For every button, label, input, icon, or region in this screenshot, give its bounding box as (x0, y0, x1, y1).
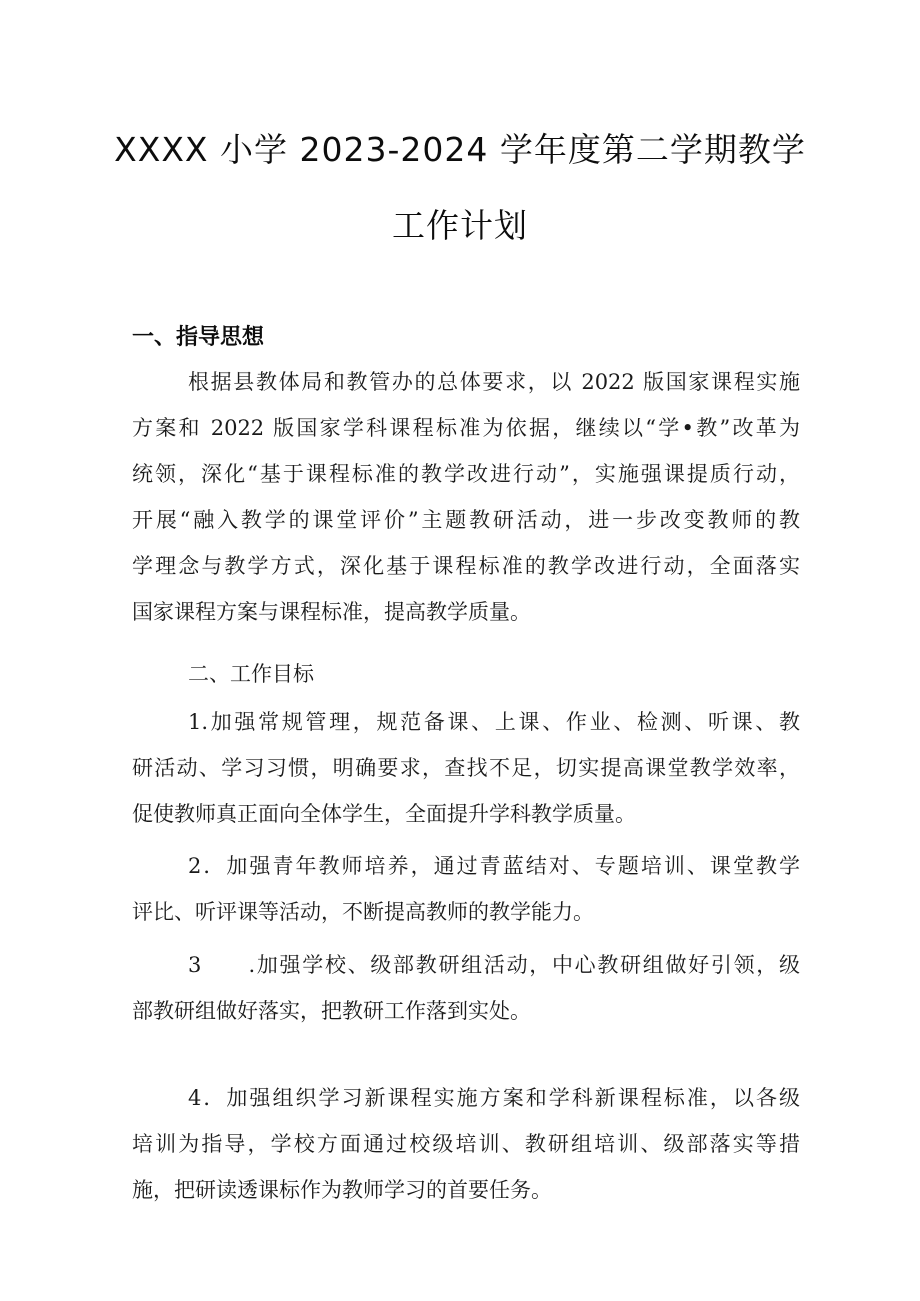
paragraph-line: 开展“融入教学的课堂评价”主题教研活动，进一步改变教师的教 (132, 508, 800, 532)
paragraph-line: 施，把研读透课标作为教师学习的首要任务。 (132, 1178, 552, 1202)
paragraph-line: 1.加强常规管理，规范备课、上课、作业、检测、听课、教 (188, 710, 800, 734)
paragraph-goal-1 (132, 699, 800, 837)
paragraph-line: 研活动、学习习惯，明确要求，查找不足，切实提高课堂教学效率， (132, 756, 800, 780)
document-title-line-1: XXXX 小学 2023-2024 学年度第二学期教学 (114, 130, 806, 169)
paragraph-goal-2 (132, 843, 800, 935)
paragraph-line: 国家课程方案与课程标准，提高教学质量。 (132, 600, 531, 624)
paragraph-line: 4．加强组织学习新课程实施方案和学科新课程标准，以各级 (188, 1086, 800, 1110)
paragraph-line: 部教研组做好落实，把教研工作落到实处。 (132, 999, 531, 1023)
paragraph-line: 根据县教体局和教管办的总体要求，以 2022 版国家课程实施 (188, 370, 800, 394)
paragraph-line: 促使教师真正面向全体学生，全面提升学科教学质量。 (132, 802, 636, 826)
paragraph-line: 培训为指导，学校方面通过校级培训、教研组培训、级部落实等措 (132, 1132, 800, 1156)
paragraph-line: 评比、听评课等活动，不断提高教师的教学能力。 (132, 900, 594, 924)
paragraph-line: 方案和 2022 版国家学科课程标准为依据，继续以“学•教”改革为 (132, 416, 800, 440)
paragraph-line: 学理念与教学方式，深化基于课程标准的教学改进行动，全面落实 (132, 554, 800, 578)
document-title-line-2: 工作计划 (392, 206, 528, 245)
section-heading-work-goals: 二、工作目标 (188, 662, 314, 686)
paragraph-goal-4 (132, 1075, 800, 1213)
paragraph-line: 统领，深化“基于课程标准的教学改进行动”，实施强课提质行动， (132, 462, 800, 486)
paragraph-guiding-ideology (132, 359, 800, 635)
section-heading-guiding-ideology: 一、指导思想 (132, 325, 265, 350)
paragraph-line: 3 .加强学校、级部教研组活动，中心教研组做好引领，级 (188, 953, 800, 977)
paragraph-goal-3 (132, 942, 800, 1034)
paragraph-line: 2．加强青年教师培养，通过青蓝结对、专题培训、课堂教学 (188, 854, 800, 878)
